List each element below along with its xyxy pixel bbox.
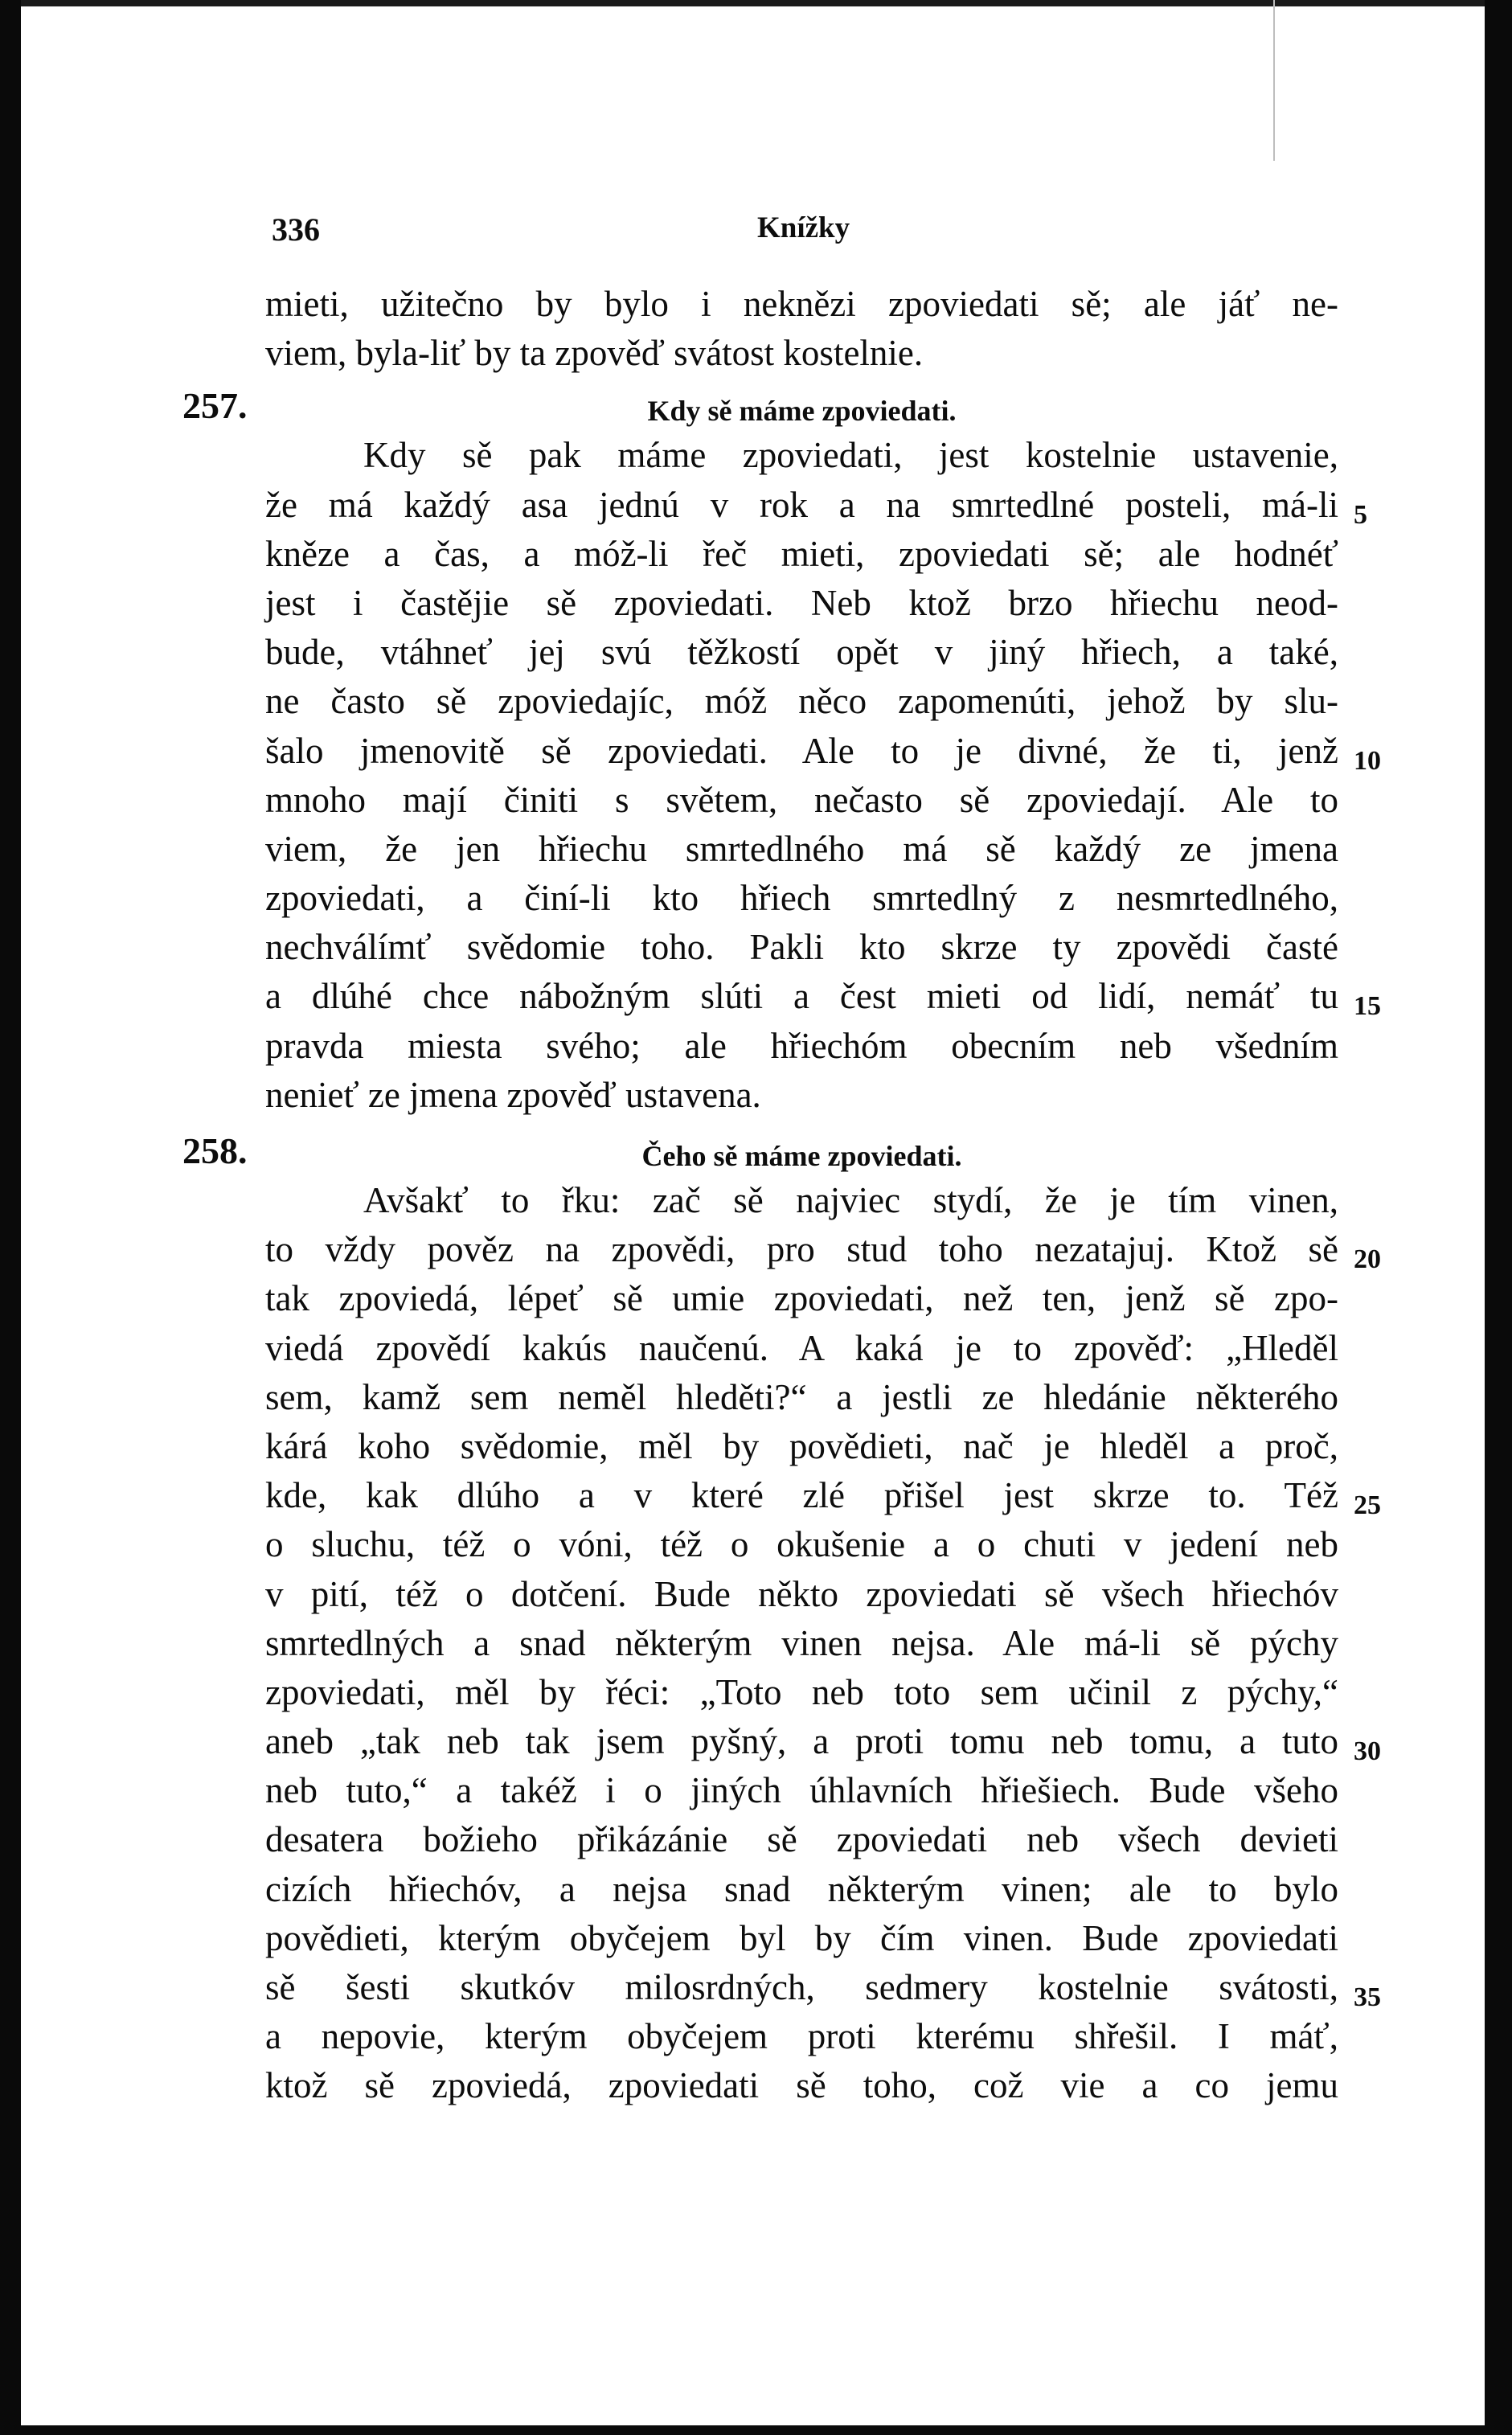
line-text: smrtedlných a snad některým vinen nejsa. Ale má-li sě pýchy [265, 1622, 1338, 1663]
text-line [265, 1520, 1338, 1569]
text-line [265, 1471, 1381, 1521]
line-text: mnoho mají činiti s světem, nečasto sě zpoviedají. Ale to [265, 779, 1338, 820]
text-line [265, 1071, 1338, 1120]
line-text: neb tuto,“ a takéž i o jiných úhlavních hřiešiech. Bude všeho [265, 1770, 1338, 1811]
scan-edge-top [0, 0, 1512, 6]
line-number: 25 [1354, 1490, 1381, 1521]
line-text: cizích hřiechóv, a nejsa snad některým vinen; ale to bylo [265, 1868, 1338, 1909]
text-line [265, 1963, 1381, 2012]
text-line [265, 1619, 1338, 1668]
text-line [265, 677, 1338, 726]
section-header [182, 378, 1338, 431]
line-text: povědieti, kterým obyčejem byl by čím vinen. Bude zpoviedati [265, 1917, 1338, 1958]
line-number: 5 [1354, 499, 1367, 530]
text-line [265, 1668, 1338, 1717]
text-line [265, 1815, 1338, 1864]
text-line [265, 1422, 1338, 1471]
line-text: Avšakť to řku: zač sě najviec stydí, že je tím vinen, [363, 1180, 1338, 1220]
line-text: a dlúhé chce nábožným slúti a čest mieti od lidí, nemáť tu [265, 976, 1338, 1017]
text-line [265, 481, 1367, 530]
text-line [265, 1324, 1338, 1373]
page-fold-line [1273, 0, 1275, 161]
line-text: Kdy sě pak máme zpoviedati, jest kostelnie ustavenie, [363, 435, 1338, 476]
line-text: šalo jmenovitě sě zpoviedati. Ale to je divné, že ti, jenž [265, 730, 1338, 771]
line-text: zpoviedati, a činí-li kto hřiech smrtedlný z nesmrtedlného, [265, 878, 1338, 919]
text-line [265, 825, 1338, 874]
line-number: 15 [1354, 991, 1381, 1022]
section-header [182, 1123, 1338, 1176]
line-text: nenieť ze jmena zpověď ustavena. [265, 1074, 761, 1115]
text-line: mieti, užitečno by bylo i neknězi zpoviedati sě; ale jáť ne- [265, 284, 1338, 324]
text-line: viem, byla-liť by ta zpověď svátost kostelnie. [265, 333, 924, 374]
line-text: aneb „tak neb tak jsem pyšný, a proti tomu neb tomu, a tuto [265, 1721, 1338, 1762]
text-line [265, 1766, 1338, 1815]
section-number: 258. [182, 1130, 248, 1171]
line-text: nechválímť svědomie toho. Pakli kto skrze ty zpovědi časté [265, 927, 1338, 968]
text-line [265, 1022, 1338, 1071]
book-page [182, 201, 1381, 2111]
line-number: 30 [1354, 1736, 1381, 1767]
text-line [265, 1570, 1338, 1619]
text-line [265, 628, 1338, 677]
section [182, 378, 1381, 1120]
text-line [265, 579, 1338, 628]
line-text: zpoviedati, měl by řéci: „Toto neb toto sem učinil z pýchy,“ [265, 1671, 1338, 1712]
line-text: tak zpoviedá, lépeť sě umie zpoviedati, než ten, jenž sě zpo- [265, 1278, 1338, 1319]
text-line [265, 874, 1338, 923]
text-line [265, 2012, 1338, 2061]
page-number: 336 [272, 211, 320, 248]
section [182, 1123, 1381, 2111]
line-text: kárá koho svědomie, měl by povědieti, nač je hleděl a proč, [265, 1425, 1338, 1466]
section-number: 257. [182, 385, 248, 427]
line-text: desatera božieho přikázánie sě zpoviedati neb všech devieti [265, 1819, 1338, 1860]
line-text: jest i častějie sě zpoviedati. Neb ktož brzo hřiechu neod- [265, 582, 1338, 623]
text-line [265, 1865, 1338, 1914]
section-heading: Čeho sě máme zpoviedati. [641, 1140, 962, 1172]
text-line [265, 923, 1338, 972]
sections-container [182, 378, 1381, 2110]
line-number: 10 [1354, 745, 1381, 776]
line-text: ktož sě zpoviedá, zpoviedati sě toho, což vie a co jemu [265, 2065, 1338, 2106]
line-text: a nepovie, kterým obyčejem proti kterému shřešil. I máť, [265, 2016, 1338, 2057]
line-text: kněze a čas, a móž-li řeč mieti, zpoviedati sě; ale hodnéť [265, 533, 1338, 574]
text-line [265, 1373, 1338, 1422]
line-text: v pití, též o dotčení. Bude někto zpoviedati sě všech hřiechóv [265, 1573, 1338, 1614]
scan-edge-left [0, 0, 21, 2435]
line-text: pravda miesta svého; ale hřiechóm obecním neb všedním [265, 1025, 1338, 1066]
text-line [265, 776, 1338, 825]
text-line [265, 1225, 1381, 1275]
section-heading: Kdy sě máme zpoviedati. [647, 395, 957, 428]
line-text: viem, že jen hřiechu smrtedlného má sě každý ze jmena [265, 828, 1338, 869]
line-number: 35 [1354, 1982, 1381, 2012]
text-line [265, 972, 1381, 1022]
text-line [265, 1274, 1338, 1323]
opening-paragraph [265, 280, 1338, 378]
text-line [265, 530, 1338, 579]
scan-edge-bottom [0, 2425, 1512, 2435]
text-line [265, 1914, 1338, 1963]
line-number: 20 [1354, 1244, 1381, 1275]
text-line [265, 1717, 1381, 1767]
line-text: to vždy pověz na zpovědi, pro stud toho nezatajuj. Ktož sě [265, 1229, 1338, 1270]
line-text: ne často sě zpoviedajíc, móž něco zapomenúti, jehož by slu- [265, 681, 1338, 722]
line-text: sem, kamž sem neměl hleděti?“ a jestli ze hledánie některého [265, 1376, 1338, 1417]
line-text: sě šesti skutkóv milosrdných, sedmery kostelnie svátosti, [265, 1967, 1338, 2007]
line-text: kde, kak dlúho a v které zlé přišel jest skrze to. Též [265, 1475, 1338, 1516]
text-line [265, 1176, 1338, 1225]
line-text: o sluchu, též o vóni, též o okušenie a o chuti v jedení neb [265, 1524, 1338, 1565]
line-text: bude, vtáhneť jej svú těžkostí opět v jiný hřiech, a také, [265, 632, 1338, 673]
scan-edge-right [1485, 0, 1512, 2435]
running-head [265, 201, 1338, 249]
text-line [265, 727, 1381, 776]
line-text: že má každý asa jednú v rok a na smrtedlné posteli, má-li [265, 484, 1338, 525]
running-title: Knížky [757, 211, 850, 244]
text-line [265, 2061, 1338, 2110]
line-text: viedá zpovědí kakús naučenú. A kaká je to zpověď: „Hleděl [265, 1327, 1338, 1368]
text-line [265, 431, 1338, 480]
